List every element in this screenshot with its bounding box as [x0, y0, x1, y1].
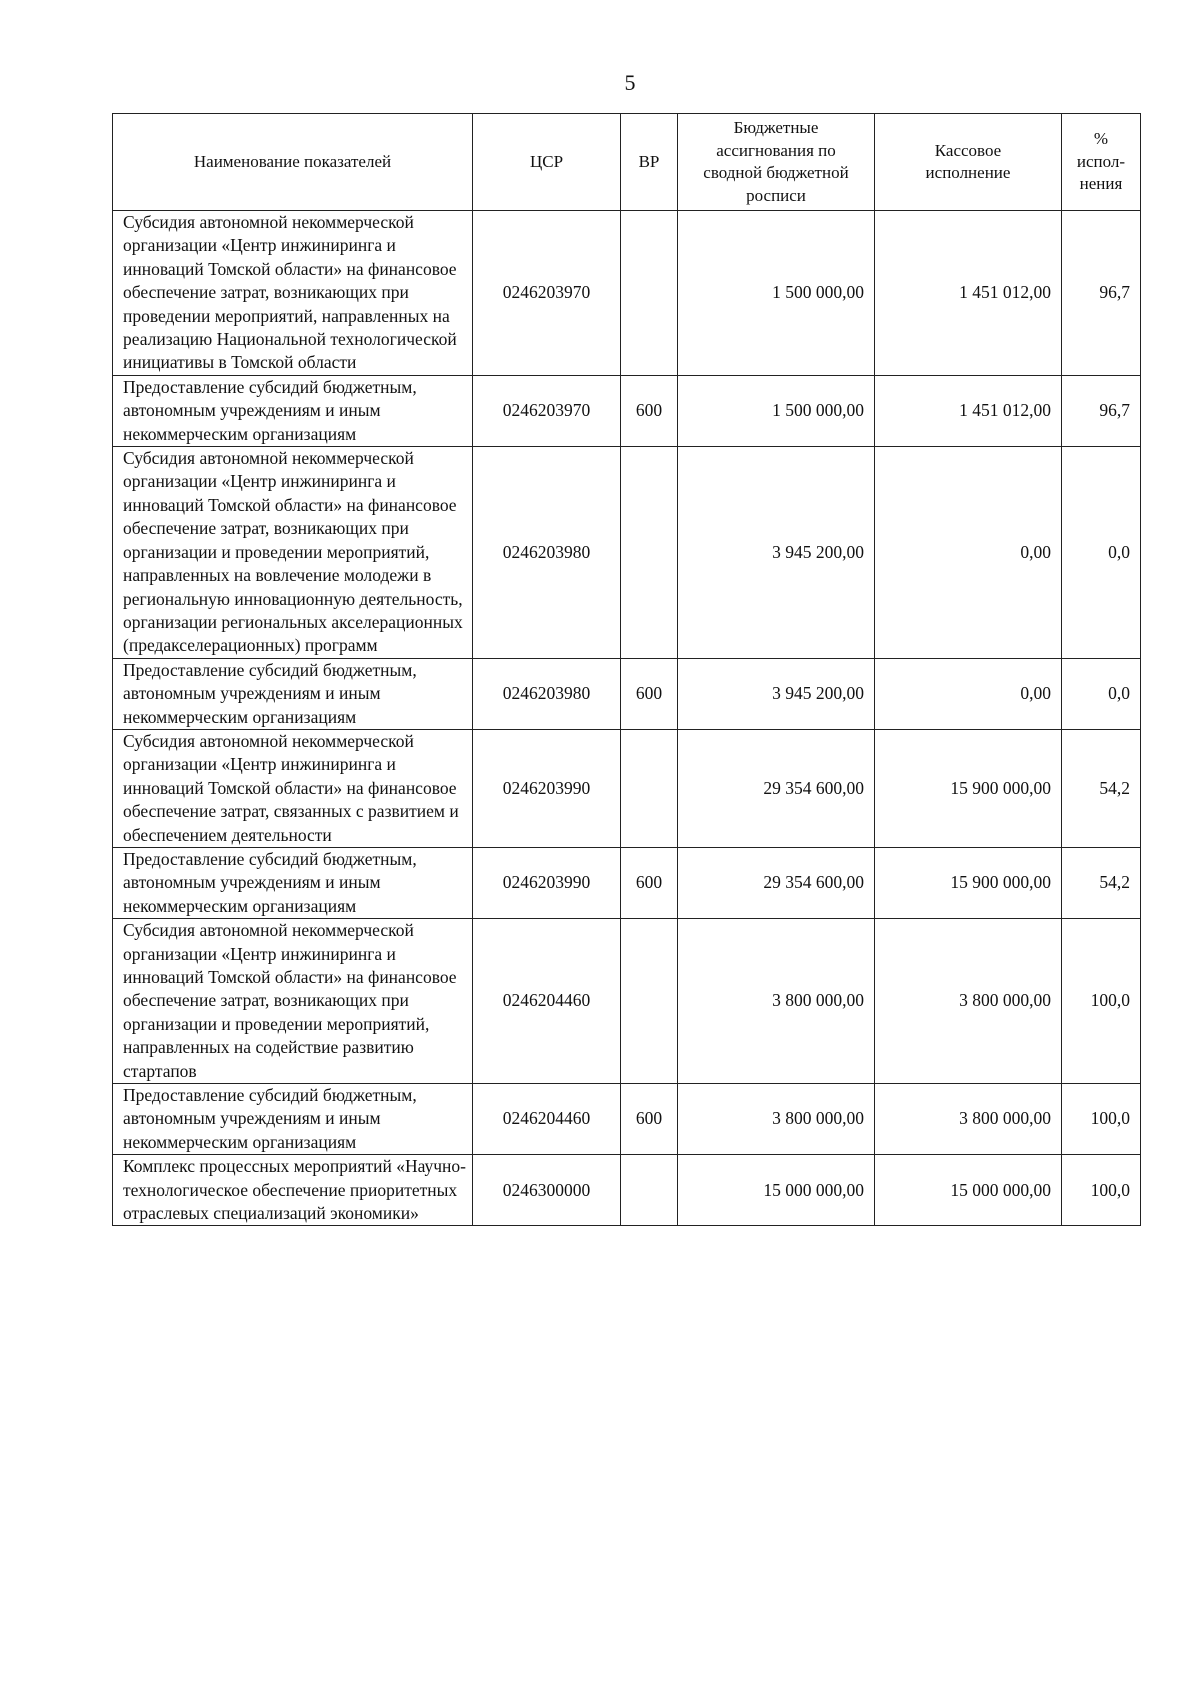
header-vr: ВР [621, 114, 678, 211]
table-row [113, 211, 1141, 376]
table-row [113, 1155, 1141, 1226]
header-cash: Кассовое исполнение [875, 114, 1062, 211]
header-percent: % испол-нения [1062, 114, 1141, 211]
row-name: Предоставление субсидий бюджетным, автономным учреждениям и иным некоммерческим организациям [113, 375, 473, 446]
row-csr: 0246203990 [473, 847, 621, 918]
row-csr: 0246300000 [473, 1155, 621, 1226]
row-budget: 1 500 000,00 [678, 375, 875, 446]
row-cash: 3 800 000,00 [875, 919, 1062, 1084]
row-name: Субсидия автономной некоммерческой организации «Центр инжиниринга и инноваций Томской области» на финансовое обеспечение затрат, связанных с развитием и обеспечением деятельности [113, 729, 473, 847]
row-budget: 29 354 600,00 [678, 729, 875, 847]
row-budget: 1 500 000,00 [678, 211, 875, 376]
row-csr: 0246203980 [473, 447, 621, 659]
row-csr: 0246204460 [473, 1084, 621, 1155]
row-vr [621, 211, 678, 376]
table-header [113, 114, 1141, 211]
row-csr: 0246203980 [473, 658, 621, 729]
row-budget: 3 945 200,00 [678, 447, 875, 659]
header-row [113, 114, 1141, 211]
budget-execution-table [112, 113, 1141, 1226]
table-row [113, 919, 1141, 1084]
table-row [113, 447, 1141, 659]
header-name: Наименование показателей [113, 114, 473, 211]
header-budget: Бюджетные ассигнования по сводной бюджетной росписи [678, 114, 875, 211]
row-cash: 0,00 [875, 447, 1062, 659]
row-percent: 0,0 [1062, 447, 1141, 659]
row-name: Предоставление субсидий бюджетным, автономным учреждениям и иным некоммерческим организациям [113, 658, 473, 729]
row-percent: 100,0 [1062, 919, 1141, 1084]
row-percent: 96,7 [1062, 211, 1141, 376]
table-row [113, 658, 1141, 729]
table-body [113, 211, 1141, 1226]
row-percent: 54,2 [1062, 847, 1141, 918]
row-cash: 0,00 [875, 658, 1062, 729]
row-name: Предоставление субсидий бюджетным, автономным учреждениям и иным некоммерческим организациям [113, 847, 473, 918]
row-name: Комплекс процессных мероприятий «Научно-технологическое обеспечение приоритетных отраслевых специализаций экономики» [113, 1155, 473, 1226]
row-budget: 3 800 000,00 [678, 1084, 875, 1155]
row-budget: 29 354 600,00 [678, 847, 875, 918]
row-vr [621, 729, 678, 847]
row-cash: 15 900 000,00 [875, 729, 1062, 847]
row-budget: 3 800 000,00 [678, 919, 875, 1084]
row-percent: 100,0 [1062, 1155, 1141, 1226]
row-budget: 15 000 000,00 [678, 1155, 875, 1226]
row-csr: 0246203970 [473, 211, 621, 376]
table-row [113, 1084, 1141, 1155]
row-percent: 100,0 [1062, 1084, 1141, 1155]
row-vr: 600 [621, 1084, 678, 1155]
row-percent: 96,7 [1062, 375, 1141, 446]
row-cash: 3 800 000,00 [875, 1084, 1062, 1155]
row-csr: 0246203990 [473, 729, 621, 847]
row-vr: 600 [621, 658, 678, 729]
row-csr: 0246203970 [473, 375, 621, 446]
row-cash: 1 451 012,00 [875, 211, 1062, 376]
row-name: Субсидия автономной некоммерческой организации «Центр инжиниринга и инноваций Томской области» на финансовое обеспечение затрат, возникающих при проведении мероприятий, направленных на реализацию Национальной технологической инициативы в Томской области [113, 211, 473, 376]
row-budget: 3 945 200,00 [678, 658, 875, 729]
row-vr: 600 [621, 847, 678, 918]
row-csr: 0246204460 [473, 919, 621, 1084]
row-vr: 600 [621, 375, 678, 446]
row-vr [621, 447, 678, 659]
row-cash: 15 900 000,00 [875, 847, 1062, 918]
row-cash: 15 000 000,00 [875, 1155, 1062, 1226]
row-vr [621, 1155, 678, 1226]
row-vr [621, 919, 678, 1084]
table-row [113, 847, 1141, 918]
row-percent: 54,2 [1062, 729, 1141, 847]
row-name: Субсидия автономной некоммерческой организации «Центр инжиниринга и инноваций Томской области» на финансовое обеспечение затрат, возникающих при организации и проведении мероприятий, направленных на вовлечение молодежи в региональную инновационную деятельность, организации региональных акселерационных (предакселерационных) программ [113, 447, 473, 659]
row-cash: 1 451 012,00 [875, 375, 1062, 446]
header-csr: ЦСР [473, 114, 621, 211]
table-row [113, 375, 1141, 446]
row-name: Субсидия автономной некоммерческой организации «Центр инжиниринга и инноваций Томской области» на финансовое обеспечение затрат, возникающих при организации и проведении мероприятий, направленных на содействие развитию стартапов [113, 919, 473, 1084]
table-row [113, 729, 1141, 847]
row-percent: 0,0 [1062, 658, 1141, 729]
page-number: 5 [624, 70, 636, 95]
row-name: Предоставление субсидий бюджетным, автономным учреждениям и иным некоммерческим организациям [113, 1084, 473, 1155]
